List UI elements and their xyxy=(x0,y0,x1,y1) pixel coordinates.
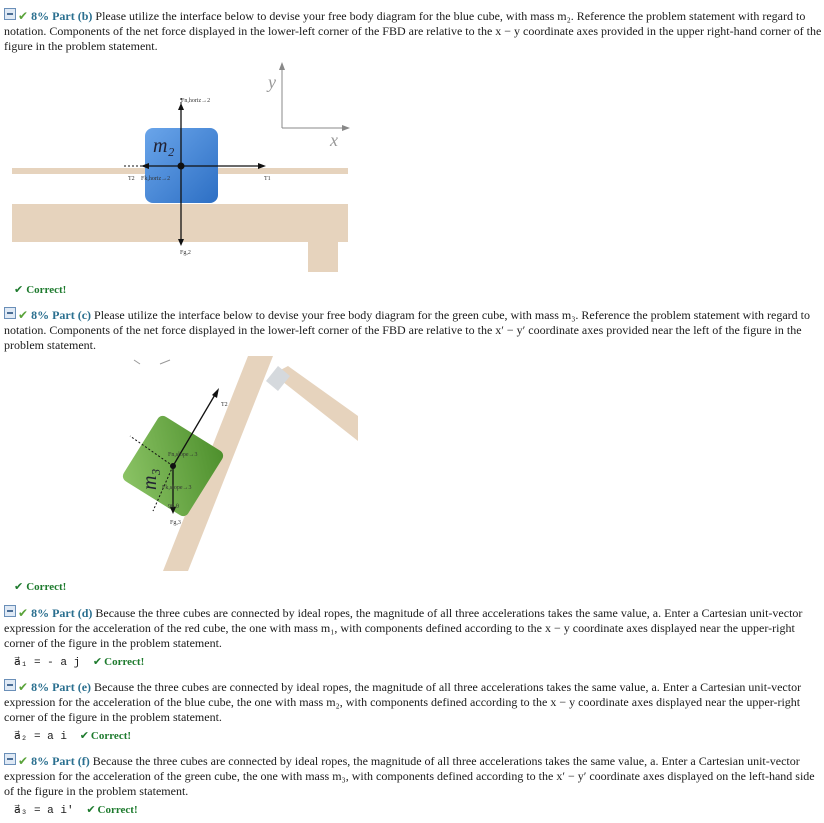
check-icon: ✔ xyxy=(14,283,24,296)
part-d-section xyxy=(4,605,822,671)
part-e-percent: 8% xyxy=(31,680,50,694)
part-b-status: ✔ Correct! xyxy=(14,283,67,296)
check-icon: ✔ xyxy=(18,9,29,23)
collapse-icon[interactable] xyxy=(4,605,16,617)
force-right-label: T1 xyxy=(264,176,271,182)
part-e-section xyxy=(4,679,822,745)
part-c-header xyxy=(4,307,822,353)
part-f-label: Part (f) xyxy=(52,754,90,768)
part-f-text: Because the three cubes are connected by ideal ropes, the magnitude of all three accelerations takes the same value, a. Enter a Cartesian unit-vector expression for the acceleration of the green cube, the one with mass m₃, with components defined according to the x′ − y′ coordinate axes displayed on the left-hand side of the figure in the problem statement. xyxy=(4,754,815,798)
force-n-label: Fn,slope→3 xyxy=(168,452,198,458)
part-f-answer xyxy=(14,802,822,819)
check-icon: ✔ xyxy=(18,754,29,768)
part-e-text: Because the three cubes are connected by ideal ropes, the magnitude of all three accelerations takes the same value, a. Enter a Cartesian unit-vector expression for the acceleration of the blue cube, the one with mass m₂, with components defined according to the x − y coordinate axes displayed near the upper-right corner of the figure in the problem statement. xyxy=(4,680,802,724)
part-b-text: Please utilize the interface below to devise your free body diagram for the blue cube, with mass m₂. Reference the problem statement with regard to notation. Components of the net force displayed in the lower-left corner of the FBD are relative to the x − y coordinate axes provided in the upper right-hand corner of the figure in the problem statement. xyxy=(4,9,822,53)
center-point xyxy=(178,163,185,170)
force-bottom-label: Fg,2 xyxy=(180,250,191,256)
check-icon: ✔ xyxy=(79,729,89,742)
part-d-answer-value: a⃗₁ = - a j xyxy=(14,657,81,669)
part-c-percent: 8% xyxy=(31,308,50,322)
check-icon: ✔ xyxy=(14,580,24,593)
force-g-label: Fg,3 xyxy=(170,520,181,526)
collapse-icon[interactable] xyxy=(4,679,16,691)
part-f-percent: 8% xyxy=(31,754,50,768)
x-axis-arrow xyxy=(342,125,350,131)
part-f-section xyxy=(4,753,822,819)
check-icon: ✔ xyxy=(86,803,96,816)
angle-label: 90-θ xyxy=(168,504,179,510)
part-f-status: ✔ Correct! xyxy=(86,803,138,816)
part-c-text: Please utilize the interface below to devise your free body diagram for the green cube, with mass m₃. Reference the problem statement with regard to notation. Components of the net force displayed in the lower-left corner of the FBD are relative to the x′ − y′ coordinate axes provided near the left of the figure in the problem statement. xyxy=(4,308,810,352)
y-axis-label: y xyxy=(268,72,276,92)
check-icon: ✔ xyxy=(92,655,103,668)
fbd-green-cube[interactable] xyxy=(118,356,358,571)
part-d-label: Part (d) xyxy=(52,606,93,620)
part-b-percent: 8% xyxy=(31,9,50,23)
part-b-header xyxy=(4,8,822,54)
part-d-status: ✔ Correct! xyxy=(92,655,145,668)
force-t2-label: T2 xyxy=(221,402,228,408)
check-icon: ✔ xyxy=(18,308,29,322)
collapse-icon[interactable] xyxy=(4,753,16,765)
force-top-label: Fn,horiz→2 xyxy=(181,98,211,104)
check-icon: ✔ xyxy=(18,606,29,620)
part-e-answer-value: a⃗₂ = a i xyxy=(14,731,67,743)
table-leg xyxy=(308,242,338,272)
part-c-status: ✔ Correct! xyxy=(14,580,67,593)
green-cube-label: m₃ xyxy=(139,468,161,490)
part-f-answer-value: a⃗₃ = a i′ xyxy=(14,805,74,817)
blue-cube-label: m₂ xyxy=(153,135,175,157)
part-d-answer xyxy=(14,654,822,671)
part-e-status: ✔ Correct! xyxy=(79,729,132,742)
force-left-label-a: T2 xyxy=(128,176,135,182)
fbd-blue-cube[interactable] xyxy=(10,58,355,273)
x-axis-label: x xyxy=(330,130,338,150)
part-c-label: Part (c) xyxy=(52,308,92,322)
part-b-label: Part (b) xyxy=(52,9,93,23)
part-e-label: Part (e) xyxy=(52,680,92,694)
center-point xyxy=(170,463,176,469)
part-d-percent: 8% xyxy=(31,606,50,620)
table-top xyxy=(12,204,348,242)
collapse-icon[interactable] xyxy=(4,307,16,319)
part-d-text: Because the three cubes are connected by ideal ropes, the magnitude of all three accelerations takes the same value, a. Enter a Cartesian unit-vector expression for the acceleration of the red cube, the one with mass m₁, with components defined according to the x − y coordinate axes displayed near the upper-right corner of the figure in the problem statement. xyxy=(4,606,803,650)
y-axis-arrow xyxy=(279,62,285,70)
collapse-icon[interactable] xyxy=(4,8,16,20)
part-e-answer xyxy=(14,728,822,745)
force-left-label-b: Fk,horiz→2 xyxy=(141,176,171,182)
check-icon: ✔ xyxy=(18,680,29,694)
force-k-label: Fk,slope→3 xyxy=(162,485,192,491)
